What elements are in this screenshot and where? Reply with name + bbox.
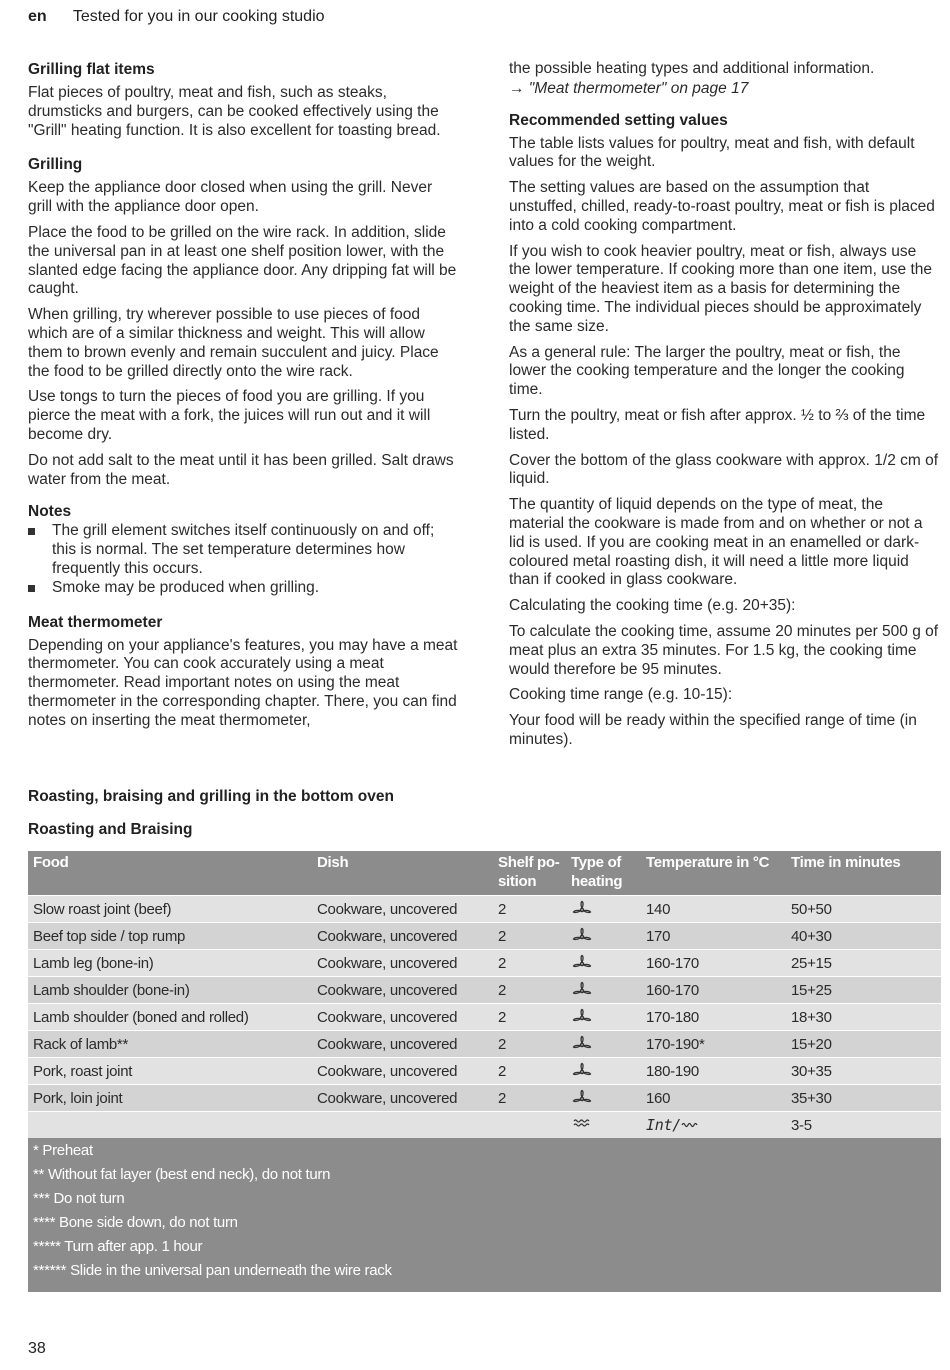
fan-icon <box>566 1058 641 1085</box>
heading-recommended-setting-values: Recommended setting values <box>509 111 728 129</box>
cell-temperature: 170-190* <box>641 1031 786 1058</box>
heading-grilling: Grilling <box>28 156 83 174</box>
paragraph: Turn the poultry, meat or fish after approx. ½ to ⅔ of the time listed. <box>509 406 926 443</box>
paragraph: The table lists values for poultry, meat and fish, with default values for the weight. <box>509 134 915 171</box>
table-header-row <box>28 851 941 896</box>
cell-time: 18+30 <box>786 1004 941 1031</box>
paragraph: Flat pieces of poultry, meat and fish, such as steaks, drumsticks and burgers, can be cooked effectively using the "Grill" heating function. It is also excellent for toasting bread. <box>28 84 441 139</box>
cell-shelf: 2 <box>493 1058 566 1085</box>
table-row <box>28 1058 941 1085</box>
cell-shelf: 2 <box>493 1031 566 1058</box>
cell-temperature: Int/ <box>641 1112 786 1139</box>
table-row <box>28 1112 941 1139</box>
cell-food: Pork, roast joint <box>28 1058 312 1085</box>
cell-time: 3-5 <box>786 1112 941 1139</box>
paragraph: Depending on your appliance's features, you may have a meat thermometer. You can cook accurately using a meat thermometer. Read important notes on using the meat thermometer in the corresponding chapter. There, you can find notes on inserting the meat thermometer, <box>28 636 458 729</box>
cell-food: Lamb shoulder (boned and rolled) <box>28 1004 312 1031</box>
footnote: ***** Turn after app. 1 hour <box>33 1238 203 1255</box>
cell-dish: Cookware, uncovered <box>312 1031 493 1058</box>
cell-temperature: 160-170 <box>641 977 786 1004</box>
paragraph: Do not add salt to the meat until it has been grilled. Salt draws water from the meat. <box>28 451 454 488</box>
cell-shelf: 2 <box>493 1085 566 1112</box>
cell-dish <box>312 1112 493 1139</box>
paragraph: As a general rule: The larger the poultry, meat or fish, the lower the cooking temperature and the longer the cooking time. <box>509 343 905 399</box>
bullet-icon <box>28 585 35 592</box>
cell-shelf: 2 <box>493 977 566 1004</box>
paragraph: The setting values are based on the assumption that unstuffed, chilled, ready-to-roast poultry, meat or fish is placed into a cold cooking compartment. <box>509 179 935 234</box>
footnote: ****** Slide in the universal pan underneath the wire rack <box>33 1262 392 1279</box>
cell-food: Slow roast joint (beef) <box>28 896 312 923</box>
paragraph: The quantity of liquid depends on the type of meat, the material the cookware is made from and on whether or not a lid is used. If you are cooking meat in an enamelled or dark-coloured metal roasting dish, it will need a little more liquid than if cooked in glass cookware. <box>509 496 923 589</box>
cell-dish: Cookware, uncovered <box>312 1085 493 1112</box>
cell-shelf <box>493 1112 566 1139</box>
header-title: Tested for you in our cooking studio <box>72 8 325 25</box>
cell-food: Beef top side / top rump <box>28 923 312 950</box>
column-header-food: Food <box>28 851 312 896</box>
section-subtitle: Roasting and Braising <box>28 821 193 838</box>
fan-icon <box>566 977 641 1004</box>
cell-temperature: 160-170 <box>641 950 786 977</box>
paragraph: Cover the bottom of the glass cookware with approx. 1/2 cm of liquid. <box>509 451 939 488</box>
cell-shelf: 2 <box>493 1004 566 1031</box>
page-header <box>28 8 325 26</box>
cell-time: 15+25 <box>786 977 941 1004</box>
footnote: *** Do not turn <box>33 1190 125 1207</box>
paragraph: Your food will be ready within the specified range of time (in minutes). <box>509 712 917 748</box>
fan-icon <box>566 1031 641 1058</box>
cell-time: 30+35 <box>786 1058 941 1085</box>
footnote: **** Bone side down, do not turn <box>33 1214 238 1231</box>
footnote: ** Without fat layer (best end neck), do not turn <box>33 1166 331 1183</box>
paragraph: Place the food to be grilled on the wire rack. In addition, slide the universal pan in at least one shelf position lower, with the slanted edge facing the appliance door. Any dripping fat will be caught. <box>28 223 457 298</box>
cell-food: Lamb shoulder (bone-in) <box>28 977 312 1004</box>
table-footnotes <box>28 1138 941 1292</box>
section-title: Roasting, braising and grilling in the bottom oven <box>28 788 394 805</box>
notes-list <box>28 522 460 597</box>
footnote: * Preheat <box>33 1142 93 1159</box>
column-header-time: Time in minutes <box>786 851 941 896</box>
paragraph: Use tongs to turn the pieces of food you are grilling. If you pierce the meat with a fork, the juices will run out and it will become dry. <box>28 388 431 443</box>
fan-icon <box>566 923 641 950</box>
grill-wave-icon <box>681 1117 701 1134</box>
cell-temperature: 180-190 <box>641 1058 786 1085</box>
page-number: 38 <box>28 1340 46 1357</box>
cell-shelf: 2 <box>493 923 566 950</box>
table-row <box>28 1031 941 1058</box>
fan-icon <box>566 896 641 923</box>
cell-dish: Cookware, uncovered <box>312 950 493 977</box>
left-column <box>28 60 460 738</box>
table-row <box>28 1085 941 1112</box>
column-header-temperature: Temperature in °C <box>641 851 786 896</box>
right-column <box>509 60 941 757</box>
paragraph: If you wish to cook heavier poultry, meat or fish, always use the lower temperature. If cooking more than one item, use the weight of the heaviest item as a basis for determining the cooking time. The individual pieces should be approximately the same size. <box>509 242 933 335</box>
cell-time: 15+20 <box>786 1031 941 1058</box>
paragraph: Calculating the cooking time (e.g. 20+35): <box>509 597 796 615</box>
cell-time: 25+15 <box>786 950 941 977</box>
settings-table <box>28 851 941 1138</box>
cell-temperature: 140 <box>641 896 786 923</box>
cell-time: 50+50 <box>786 896 941 923</box>
list-item: The grill element switches itself continuously on and off; this is normal. The set temperature determines how frequently this occurs. <box>28 522 460 578</box>
table-row <box>28 977 941 1004</box>
cell-food: Lamb leg (bone-in) <box>28 950 312 977</box>
cell-dish: Cookware, uncovered <box>312 1058 493 1085</box>
paragraph: When grilling, try wherever possible to use pieces of food which are of a similar thickness and weight. This will allow them to brown evenly and remain succulent and juicy. Place the food to be grilled directly onto the wire rack. <box>28 306 439 380</box>
heading-notes: Notes <box>28 503 72 521</box>
cell-dish: Cookware, uncovered <box>312 923 493 950</box>
column-header-type: Type of heating <box>566 851 641 896</box>
cell-food: Rack of lamb** <box>28 1031 312 1058</box>
list-item: Smoke may be produced when grilling. <box>28 579 460 598</box>
roasting-table <box>28 851 941 1292</box>
cell-dish: Cookware, uncovered <box>312 977 493 1004</box>
cell-shelf: 2 <box>493 950 566 977</box>
grill-icon <box>566 1112 641 1139</box>
cell-dish: Cookware, uncovered <box>312 896 493 923</box>
cell-time: 40+30 <box>786 923 941 950</box>
cell-food <box>28 1112 312 1139</box>
cross-reference-link[interactable]: → "Meat thermometer" on page 17 <box>509 79 749 97</box>
cell-temperature: 170 <box>641 923 786 950</box>
paragraph: the possible heating types and additional information. <box>509 60 875 77</box>
table-row <box>28 950 941 977</box>
fan-icon <box>566 1004 641 1031</box>
fan-icon <box>566 1085 641 1112</box>
cell-shelf: 2 <box>493 896 566 923</box>
cell-time: 35+30 <box>786 1085 941 1112</box>
cell-temperature: 160 <box>641 1085 786 1112</box>
cell-food: Pork, loin joint <box>28 1085 312 1112</box>
paragraph: Keep the appliance door closed when using the grill. Never grill with the appliance door open. <box>28 179 433 216</box>
bullet-icon <box>28 528 35 535</box>
table-row <box>28 923 941 950</box>
cell-temperature: 170-180 <box>641 1004 786 1031</box>
language-code: en <box>28 8 47 25</box>
cell-dish: Cookware, uncovered <box>312 1004 493 1031</box>
heading-grilling-flat-items: Grilling flat items <box>28 61 155 78</box>
paragraph: Cooking time range (e.g. 10-15): <box>509 686 733 704</box>
fan-icon <box>566 950 641 977</box>
table-row <box>28 1004 941 1031</box>
paragraph: To calculate the cooking time, assume 20 minutes per 500 g of meat plus an extra 35 minutes. For 1.5 kg, the cooking time would therefore be 95 minutes. <box>509 622 939 678</box>
table-row <box>28 896 941 923</box>
heading-meat-thermometer: Meat thermometer <box>28 613 163 631</box>
column-header-dish: Dish <box>312 851 493 896</box>
column-header-shelf: Shelf po-sition <box>493 851 566 896</box>
